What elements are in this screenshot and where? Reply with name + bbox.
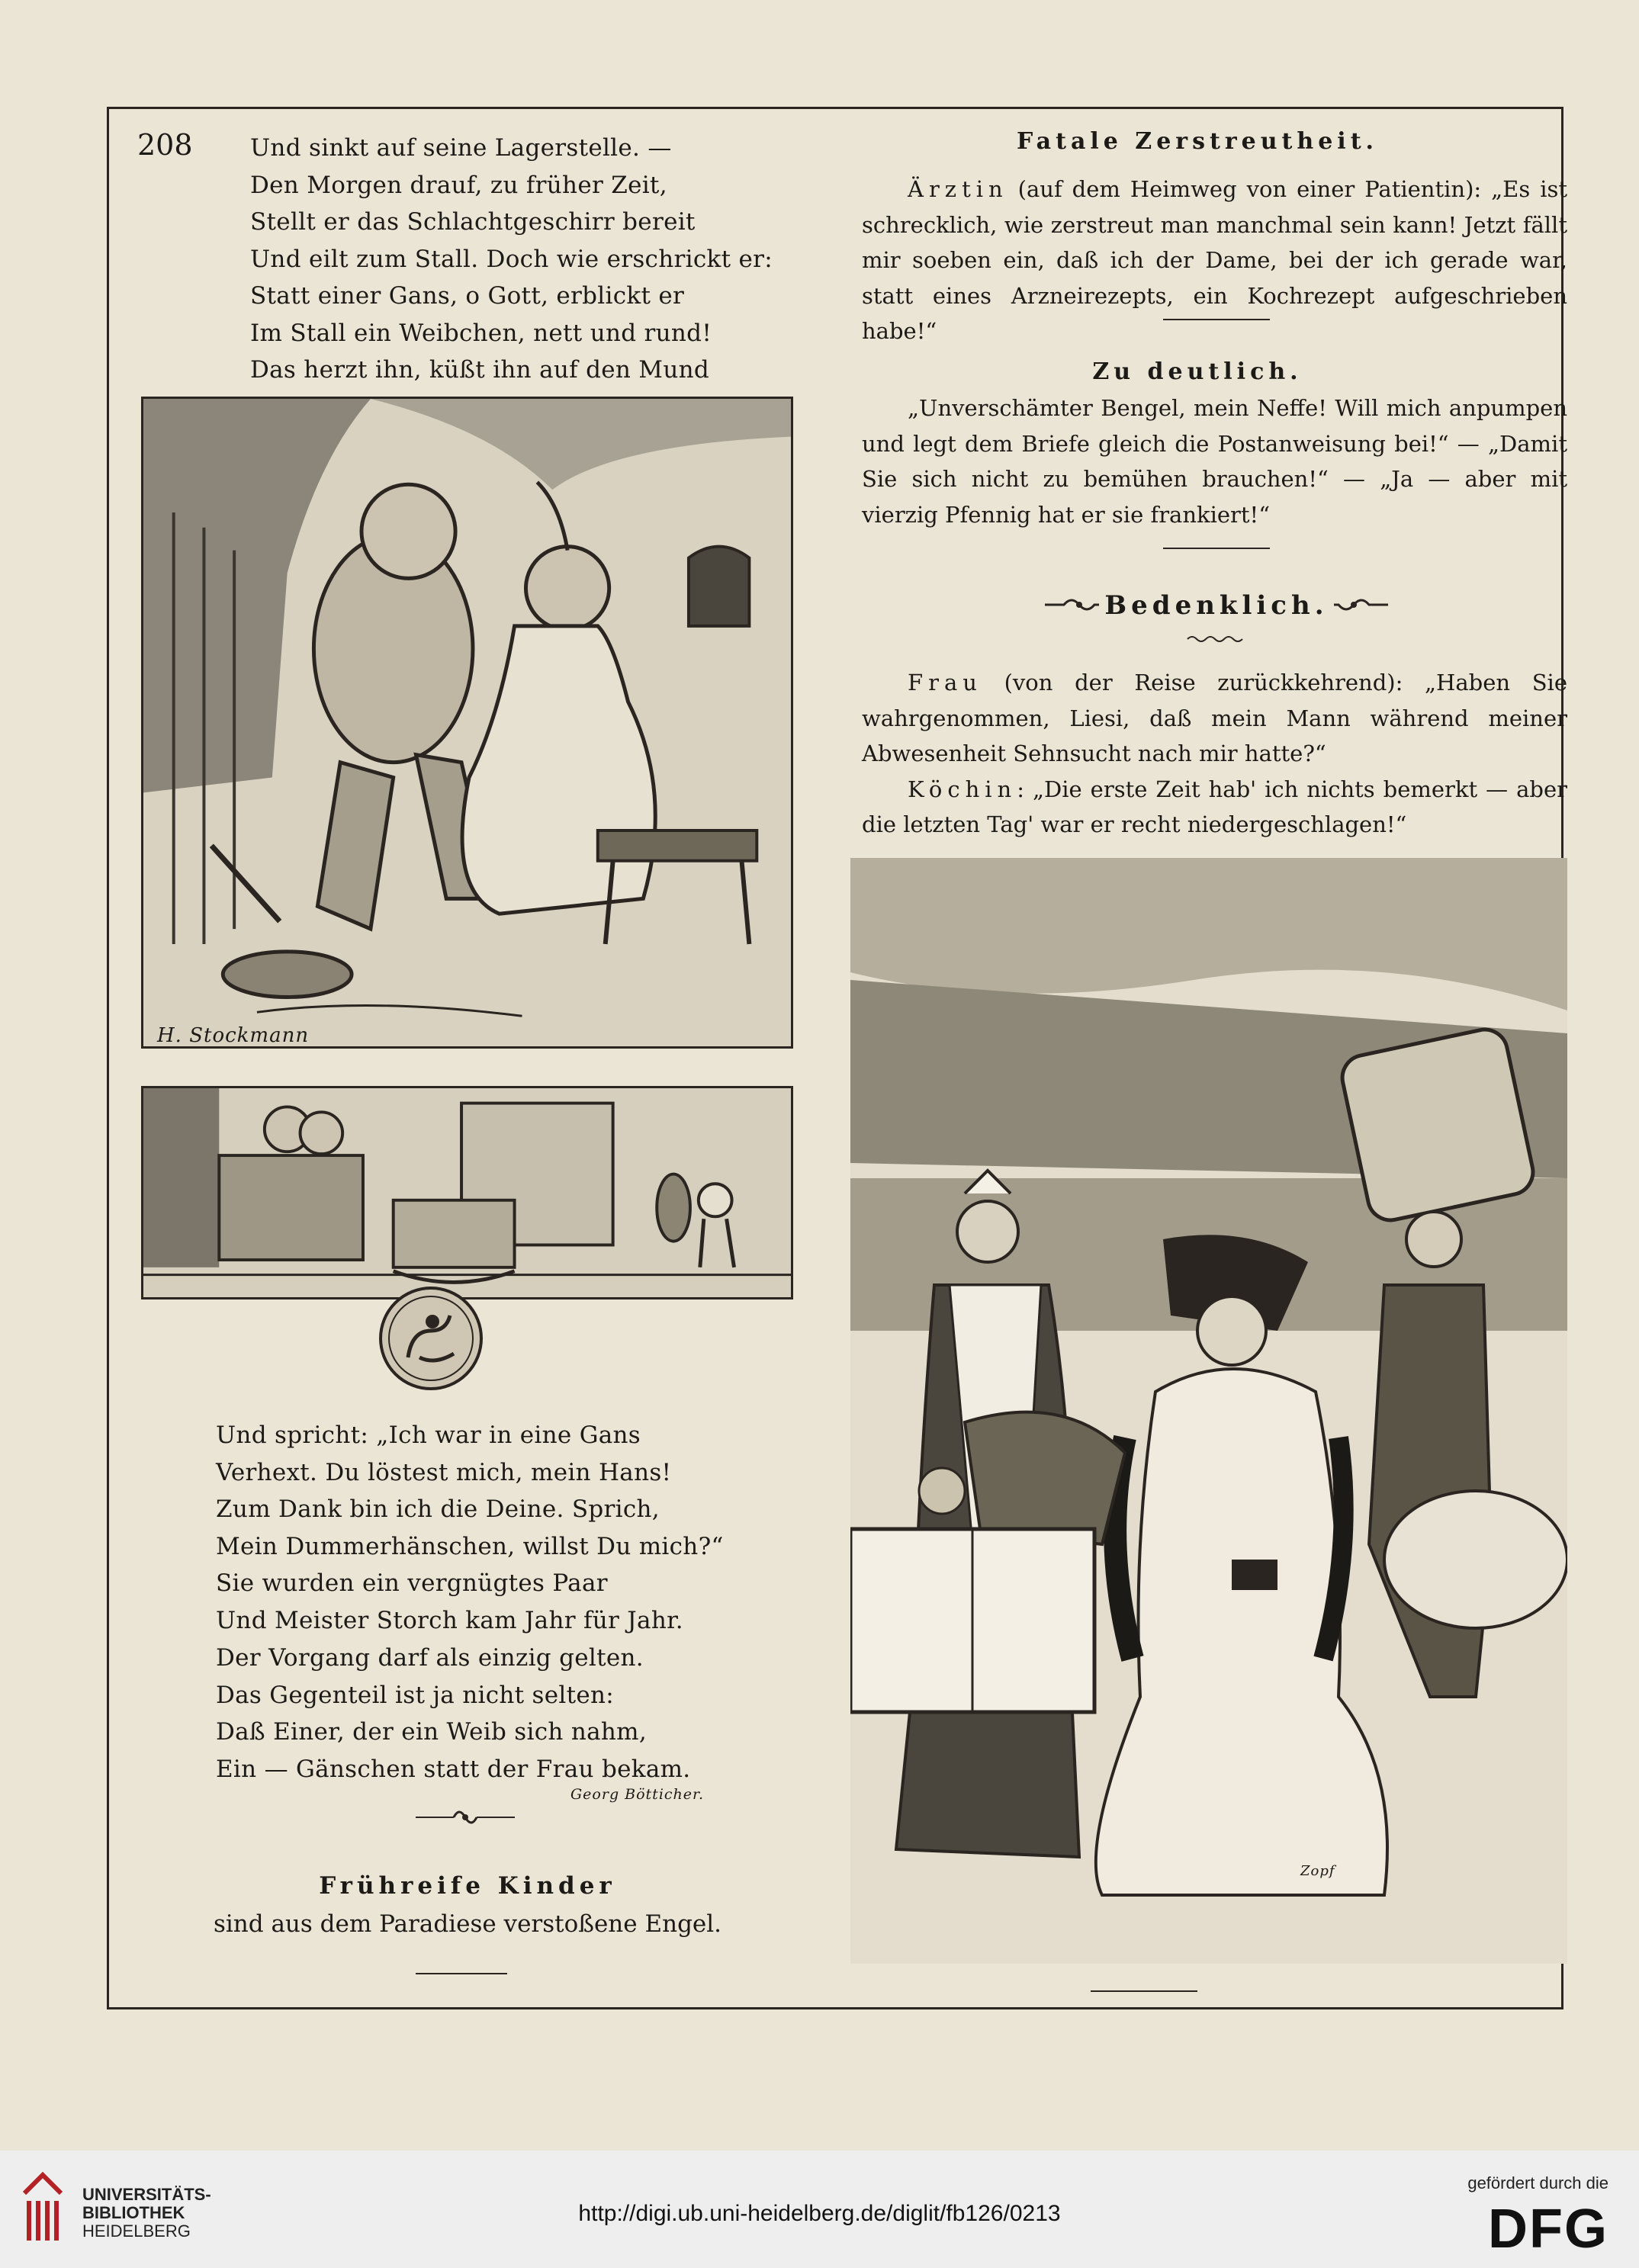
poem-line: Den Morgen drauf, zu früher Zeit, (250, 171, 667, 199)
dfg-logo: DFG (1488, 2199, 1608, 2260)
poem-line: Zum Dank bin ich die Deine. Sprich, (216, 1495, 660, 1523)
poem-line: Und spricht: „Ich war in eine Gans (216, 1422, 641, 1449)
illustration-signature: H. Stockmann (157, 1024, 310, 1047)
poem-line: Stellt er das Schlachtgeschirr bereit (250, 208, 696, 236)
poem-line: Das herzt ihn, küßt ihn auf den Mund (250, 356, 709, 384)
speaker-name: Frau (908, 670, 982, 695)
sponsor-caption: gefördert durch die (1467, 2173, 1608, 2193)
anecdote-body: (auf dem Heimweg von einer Patientin): „Es ist schrecklich, wie zerstreut man manchmal sein kann! Jetzt fällt mir soeben ein, daß ich der Dame, bei der ich gerade war, statt eines Arzneirezepts, ein Kochrezept aufgeschrieben habe!“ (862, 176, 1567, 344)
poem-line: Daß Einer, der ein Weib sich nahm, (216, 1718, 647, 1746)
poem-line: Und Meister Storch kam Jahr für Jahr. (216, 1606, 683, 1634)
fatale-title: Fatale Zerstreutheit. (1016, 128, 1379, 155)
divider (416, 1973, 507, 1974)
fruehreife-title: Frühreife Kinder (319, 1872, 616, 1900)
illustration-signature: Zopf (1300, 1863, 1335, 1879)
poem-top (250, 130, 773, 389)
fruehreife-text: sind aus dem Paradiese verstoßene Engel. (213, 1910, 722, 1938)
page-number: 208 (137, 128, 193, 162)
flourish-left-icon (1041, 593, 1102, 616)
poem-line: Im Stall ein Weibchen, nett und rund! (250, 319, 712, 347)
divider (1091, 1990, 1197, 1992)
poem-author: Georg Bötticher. (570, 1786, 705, 1803)
medallion-ornament (378, 1285, 484, 1392)
deutlich-title: Zu deutlich. (1092, 358, 1303, 385)
poem-bottom-stanza-1 (216, 1417, 724, 1639)
bedenklich-text (862, 665, 1567, 843)
permalink-url[interactable]: http://digi.ub.uni-heidelberg.de/diglit/fb126/0213 (578, 2201, 1061, 2226)
poem-bottom-stanza-2 (216, 1640, 690, 1788)
poem-line: Und sinkt auf seine Lagerstelle. — (250, 134, 672, 162)
dialogue-line: (von der Reise zurückkehrend): „Haben Sie wahrgenommen, Liesi, daß mein Mann während meiner Abwesenheit Sehnsucht nach mir hatte?“ (862, 670, 1567, 766)
poem-line: Und eilt zum Stall. Doch wie erschrickt er: (250, 245, 773, 273)
speaker-name: Köchin (908, 776, 1017, 802)
dialogue-line: : „Die erste Zeit hab' ich nichts bemerkt — aber die letzten Tag' war er recht niedergeschlagen!“ (862, 776, 1567, 837)
speaker-name: Ärztin (908, 176, 1008, 202)
wave-ornament (1186, 633, 1247, 645)
illustration-travelers (850, 858, 1567, 1964)
poem-line: Ein — Gänschen statt der Frau bekam. (216, 1755, 691, 1783)
deutlich-text (862, 390, 1567, 532)
fatale-text (862, 172, 1567, 349)
bedenklich-title: Bedenklich. (1104, 590, 1329, 621)
poem-line: Das Gegenteil ist ja nicht selten: (216, 1681, 615, 1709)
illustration-room (141, 1086, 793, 1299)
poem-line: Sie wurden ein vergnügtes Paar (216, 1569, 608, 1597)
divider (1163, 548, 1270, 549)
poem-line: Mein Dummerhänschen, willst Du mich?“ (216, 1532, 724, 1560)
poem-line: Verhext. Du löstest mich, mein Hans! (216, 1458, 672, 1486)
library-footer (0, 2151, 1639, 2268)
library-name-line: HEIDELBERG (82, 2221, 191, 2241)
flourish-ornament (412, 1804, 519, 1831)
poem-line: Der Vorgang darf als einzig gelten. (216, 1644, 644, 1672)
poem-line: Statt einer Gans, o Gott, erblickt er (250, 282, 685, 310)
divider (1163, 319, 1270, 320)
anecdote-body: „Unverschämter Bengel, mein Neffe! Will mich anpumpen und legt dem Briefe gleich die Postanweisung bei!“ — „Damit Sie sich nicht zu bemühen brauchen!“ — „Ja — aber mit vierzig Pfennig hat er sie frankiert!“ (862, 395, 1567, 528)
illustration-couple (141, 397, 793, 1049)
library-name-line: BIBLIOTHEK (82, 2203, 185, 2222)
library-name-line: UNIVERSITÄTS- (82, 2185, 211, 2204)
flourish-right-icon (1331, 593, 1392, 616)
